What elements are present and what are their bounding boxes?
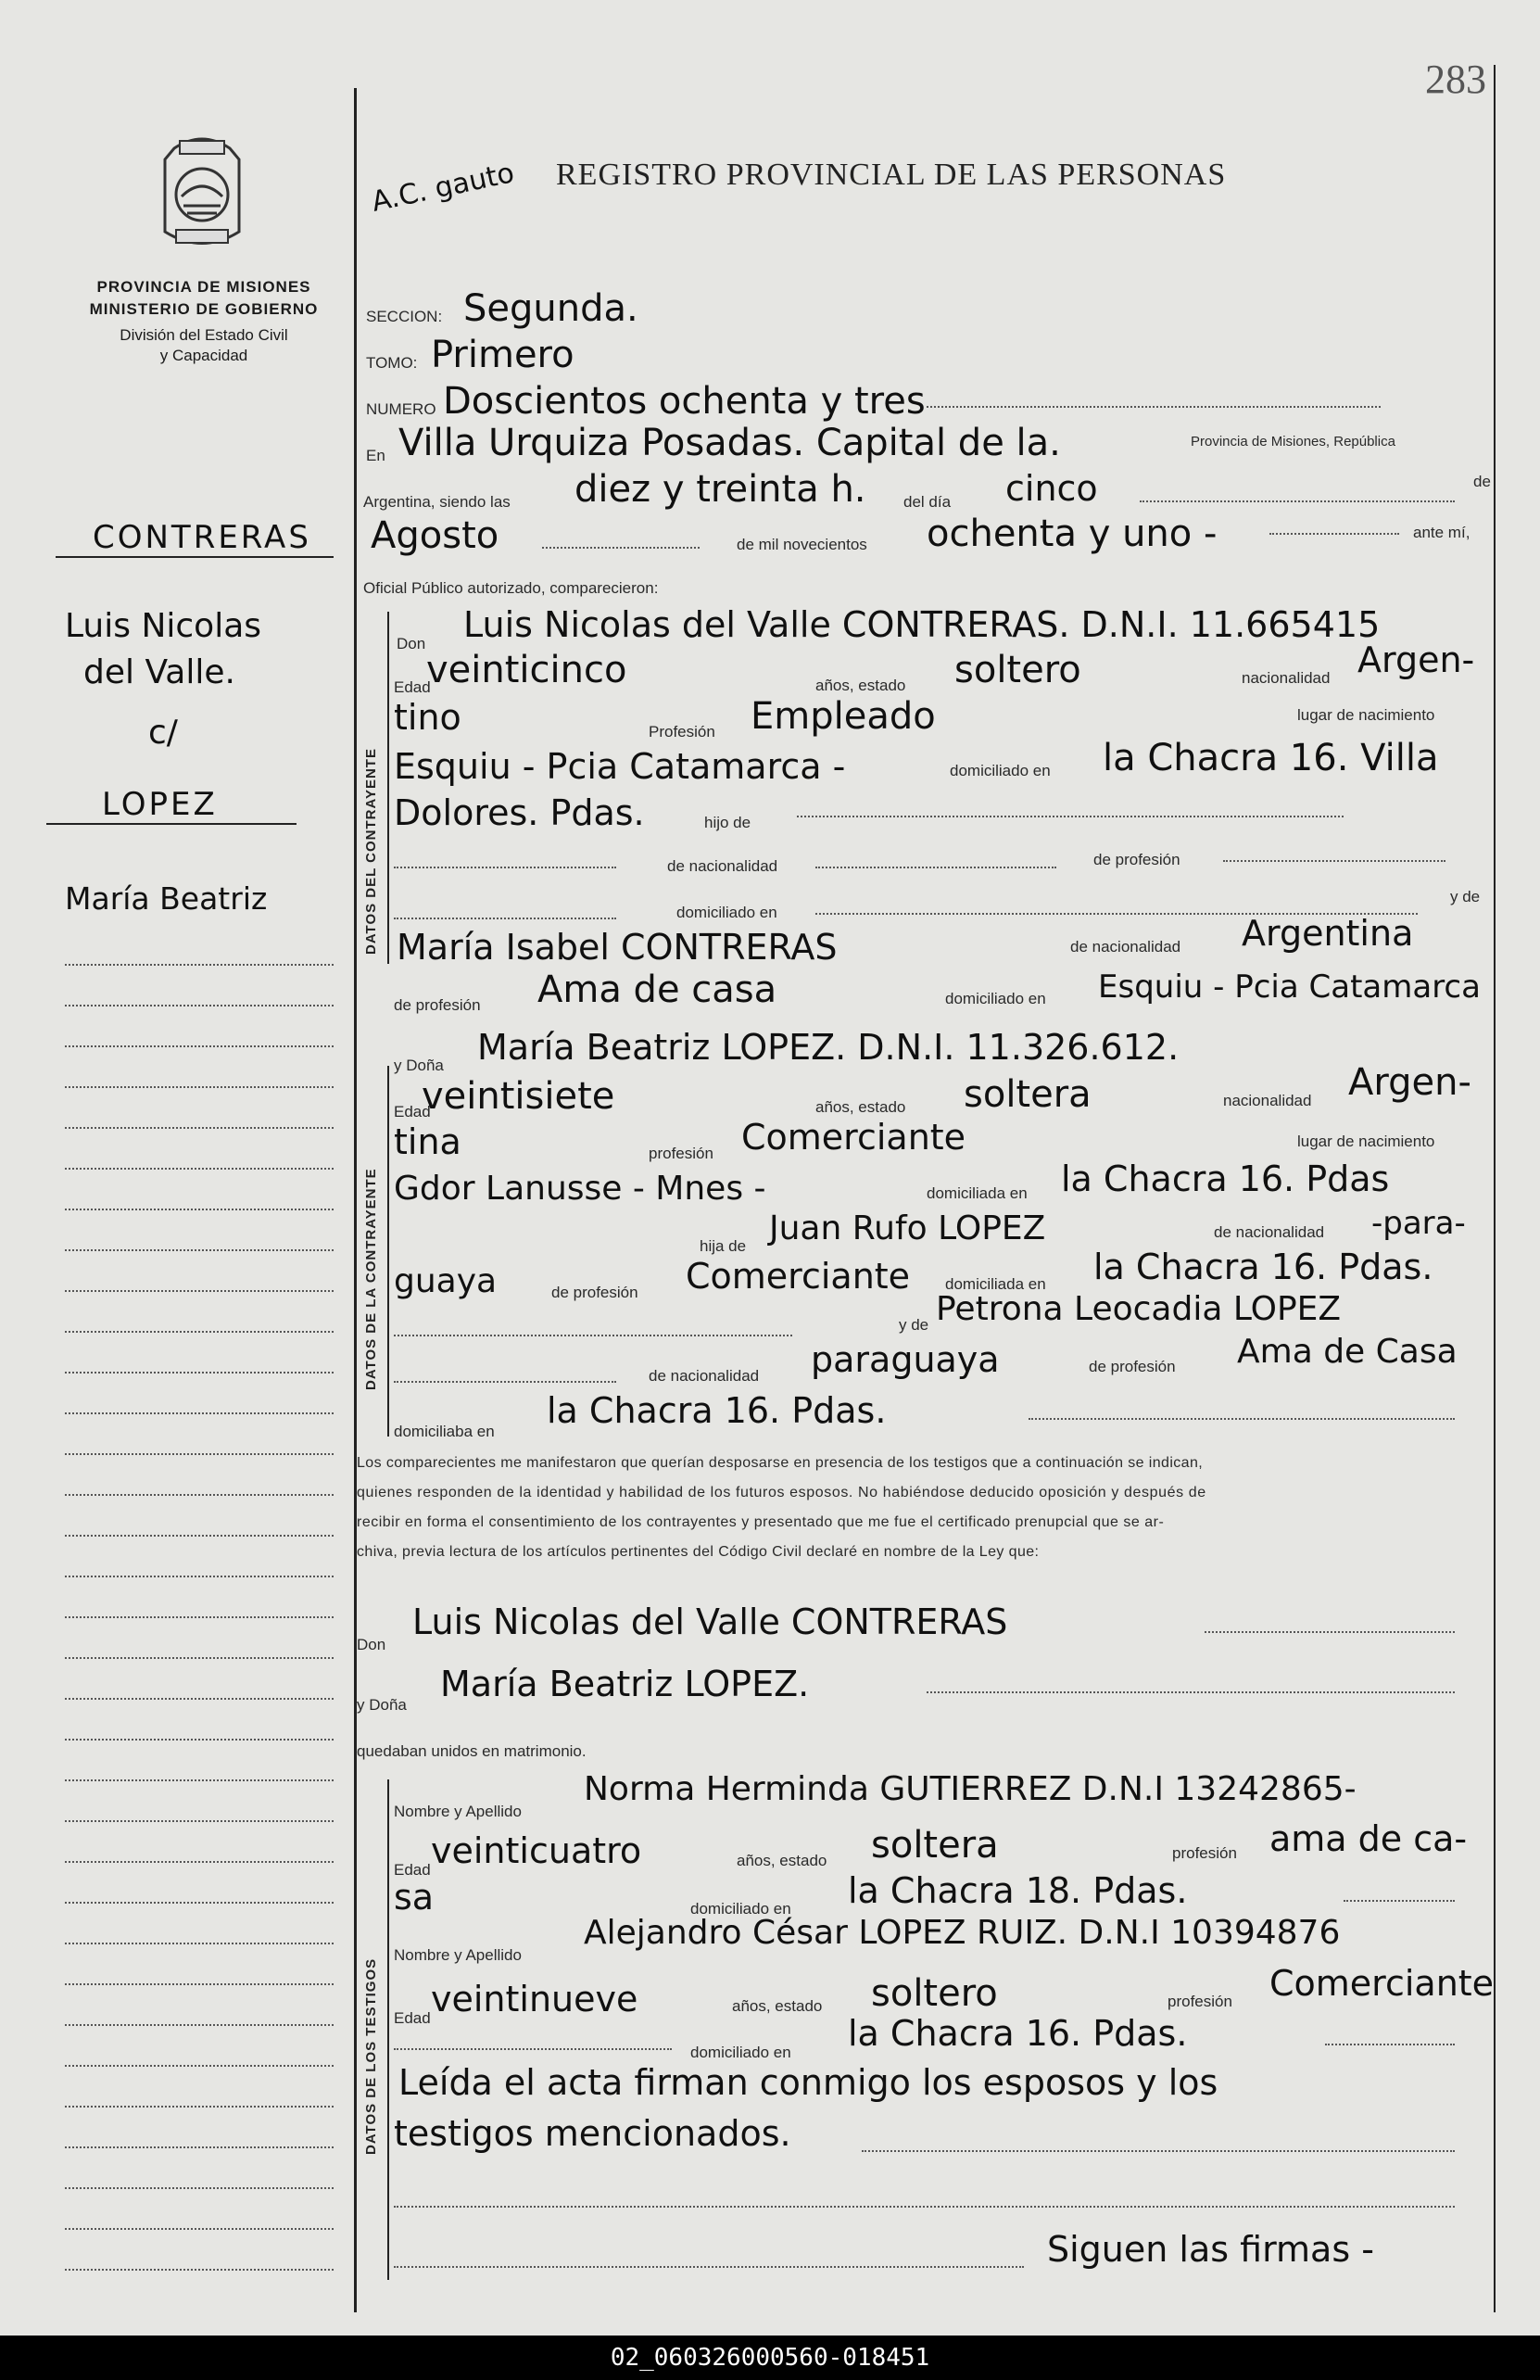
declaration-line-4: chiva, previa lectura de los artículos pertinentes del Código Civil declaré en nombre de la Ley que: xyxy=(357,1544,1040,1560)
margin-dotted-line xyxy=(65,1412,334,1414)
t1-label: Nombre y Apellido xyxy=(394,1803,522,1820)
margin-dotted-line xyxy=(65,1943,334,1944)
t1-anos-label: años, estado xyxy=(737,1852,827,1869)
bride-mother-profession: Ama de Casa xyxy=(1237,1333,1458,1371)
margin-dotted-line xyxy=(65,1209,334,1210)
father-dom-label: domiciliada en xyxy=(945,1275,1046,1293)
t1-dom-label: domiciliado en xyxy=(690,1900,791,1918)
margin-dotted-line xyxy=(65,1535,334,1537)
province-name: PROVINCIA DE MISIONES xyxy=(96,278,311,296)
margin-dotted-line xyxy=(65,1616,334,1618)
lugar-value: Villa Urquiza Posadas. Capital de la. xyxy=(398,422,1061,464)
edad-label: Edad xyxy=(394,678,431,696)
registry-title: REGISTRO PROVINCIAL DE LAS PERSONAS xyxy=(556,158,1227,192)
del-dia-label: del día xyxy=(903,493,952,511)
groom-mother: María Isabel CONTRERAS xyxy=(397,927,838,968)
hijo-line xyxy=(797,816,1344,817)
groom-birthplace: Esquiu - Pcia Catamarca - xyxy=(394,746,846,787)
witness1-status: soltera xyxy=(871,1824,999,1867)
bride-domic-label: domiciliada en xyxy=(927,1184,1028,1202)
witness1-age: veinticuatro xyxy=(431,1830,642,1871)
margin-dotted-line xyxy=(65,1698,334,1700)
father-nac-label: de nacionalidad xyxy=(1214,1223,1325,1241)
margin-dotted-line xyxy=(65,1494,334,1496)
madre-line-a xyxy=(394,1335,792,1336)
groom-nationality: Argen- xyxy=(1357,639,1475,680)
page-number: 283 xyxy=(1425,57,1486,102)
closing-line-dots-3 xyxy=(394,2266,1024,2268)
prof2-label: de profesión xyxy=(1093,851,1180,868)
margin-surname-groom: CONTRERAS xyxy=(93,519,311,556)
groom-address-cont: Dolores. Pdas. xyxy=(394,792,645,833)
siguen-firmas: Siguen las firmas - xyxy=(1047,2229,1374,2270)
t2-prof-label: profesión xyxy=(1168,1993,1232,2010)
margin-dotted-line xyxy=(65,2065,334,2067)
margin-dotted-line xyxy=(65,2187,334,2189)
margin-underline-2 xyxy=(46,823,297,825)
nac2-line-b xyxy=(815,867,1056,868)
document-id-bar: 02_060326000560-018451 xyxy=(0,2336,1540,2380)
t2-dom-line-a xyxy=(394,2048,672,2050)
bride-father-nationality: -para- xyxy=(1371,1205,1466,1242)
bride-mother: Petrona Leocadia LOPEZ xyxy=(936,1290,1342,1328)
mother-nac-label: de nacionalidad xyxy=(1070,938,1181,956)
bride-full-name: María Beatriz LOPEZ. D.N.I. 11.326.612. xyxy=(477,1027,1180,1068)
t2-edad-label: Edad xyxy=(394,2009,431,2027)
y-de-label: y de xyxy=(1450,888,1481,905)
groom-nationality-cont: tino xyxy=(394,697,461,738)
y-de-label-2: y de xyxy=(899,1316,929,1334)
bride-mother-nac-label: de nacionalidad xyxy=(649,1367,760,1385)
bride-anos-label: años, estado xyxy=(815,1098,906,1116)
bride-mother-prof-label: de profesión xyxy=(1089,1358,1176,1375)
t1-prof-label: profesión xyxy=(1172,1844,1237,1862)
bride-father-address: la Chacra 16. Pdas. xyxy=(1093,1247,1433,1287)
margin-dotted-line xyxy=(65,2024,334,2026)
nac2-label: de nacionalidad xyxy=(667,857,778,875)
margin-dotted-line xyxy=(65,964,334,966)
provincia-text: Provincia de Misiones, República xyxy=(1191,434,1395,449)
bride-nac-label: nacionalidad xyxy=(1223,1092,1312,1109)
margin-divider xyxy=(354,88,357,2312)
don-label: Don xyxy=(397,635,426,652)
margin-dotted-line xyxy=(65,1657,334,1659)
madre-nac-line xyxy=(394,1381,616,1383)
margin-dotted-line xyxy=(65,2106,334,2108)
division-line-2: y Capacidad xyxy=(159,347,248,364)
decl-don-label: Don xyxy=(357,1636,386,1653)
de-label: de xyxy=(1473,473,1491,490)
t2-dom-label: domiciliado en xyxy=(690,2044,791,2061)
dia-line xyxy=(1140,500,1455,502)
dia-value: cinco xyxy=(1005,468,1098,509)
nacionalidad-label: nacionalidad xyxy=(1242,669,1331,687)
margin-separator: c/ xyxy=(148,714,178,752)
right-border xyxy=(1494,65,1496,2312)
witness1-name: Norma Herminda GUTIERREZ D.N.I 13242865- xyxy=(584,1770,1357,1808)
division-line-1: División del Estado Civil xyxy=(120,326,288,344)
bride-edad-label: Edad xyxy=(394,1103,431,1120)
witness2-address: la Chacra 16. Pdas. xyxy=(848,2013,1188,2054)
en-label: En xyxy=(366,447,385,464)
margin-dotted-line xyxy=(65,1820,334,1822)
anos-label: años, estado xyxy=(815,677,906,694)
hijo-de-label: hijo de xyxy=(704,814,751,831)
lugar-nacimiento-label: lugar de nacimiento xyxy=(1297,706,1435,724)
decl-groom-name: Luis Nicolas del Valle CONTRERAS xyxy=(412,1601,1008,1642)
numero-value: Doscientos ochenta y tres xyxy=(443,380,926,423)
testigos-box-left xyxy=(387,1779,389,2280)
margin-dotted-line xyxy=(65,1739,334,1741)
t1-dom-line xyxy=(1344,1900,1455,1902)
declaration-line-3: recibir en forma el consentimiento de los contrayentes y presentado que me fue el certificado prenupcial que se ar- xyxy=(357,1514,1165,1530)
mother-prof-label: de profesión xyxy=(394,996,481,1014)
contrayenta-box-left xyxy=(387,1066,389,1437)
mother-dom-label: domiciliado en xyxy=(945,990,1046,1007)
bride-father-profession: Comerciante xyxy=(686,1256,911,1297)
ministry-name: MINISTERIO DE GOBIERNO xyxy=(89,300,319,318)
witness1-profession-cont: sa xyxy=(394,1877,435,1918)
margin-dotted-line xyxy=(65,1290,334,1292)
contrayente-side-label: DATOS DEL CONTRAYENTE xyxy=(363,748,379,955)
witness2-name: Alejandro César LOPEZ RUIZ. D.N.I 10394876 xyxy=(584,1914,1341,1952)
hija-label: hija de xyxy=(700,1237,747,1255)
bride-profesion-label: profesión xyxy=(649,1145,713,1162)
margin-bride-name: María Beatriz xyxy=(65,880,268,917)
groom-mother-address: Esquiu - Pcia Catamarca xyxy=(1098,968,1481,1006)
oficial-line: Oficial Público autorizado, comparecieron: xyxy=(363,579,659,597)
groom-age: veinticinco xyxy=(426,649,627,691)
groom-full-name: Luis Nicolas del Valle CONTRERAS. D.N.I. 11.665415 xyxy=(463,604,1381,645)
ante-label: ante mí, xyxy=(1413,524,1471,541)
tomo-value: Primero xyxy=(431,334,574,376)
dona-label: y Doña xyxy=(394,1057,444,1074)
nac2-line-a xyxy=(394,867,616,868)
margin-dotted-line xyxy=(65,1249,334,1251)
witness1-profession: ama de ca- xyxy=(1269,1818,1468,1859)
closing-line-dots-1 xyxy=(862,2150,1455,2152)
witness2-status: soltero xyxy=(871,1972,998,2015)
hora-value: diez y treinta h. xyxy=(574,468,866,511)
father-prof-label: de profesión xyxy=(551,1284,638,1301)
numero-label: NUMERO xyxy=(366,400,436,418)
bride-nationality: Argen- xyxy=(1348,1061,1471,1104)
anio-line xyxy=(1269,533,1399,535)
witness2-profession: Comerciante xyxy=(1269,1963,1495,2004)
margin-dotted-line xyxy=(65,1902,334,1904)
seccion-label: SECCION: xyxy=(366,308,443,325)
groom-profession: Empleado xyxy=(751,695,936,738)
profesion-label: Profesión xyxy=(649,723,715,741)
t2-label: Nombre y Apellido xyxy=(394,1946,522,1964)
bride-birthplace: Gdor Lanusse - Mnes - xyxy=(394,1170,766,1208)
groom-mother-nationality: Argentina xyxy=(1242,913,1414,954)
contrayente-box-left xyxy=(387,612,389,964)
decl-dona-label: y Doña xyxy=(357,1696,407,1714)
t2-anos-label: años, estado xyxy=(732,1997,823,2015)
anio-value: ochenta y uno - xyxy=(927,513,1218,555)
margin-dotted-line xyxy=(65,2228,334,2230)
numero-line xyxy=(927,406,1381,408)
closing-line-dots-2 xyxy=(394,2206,1455,2208)
declaration-line-1: Los comparecientes me manifestaron que querían desposarse en presencia de los testigos que a continuación se indican, xyxy=(357,1455,1204,1471)
decl-bride-name: María Beatriz LOPEZ. xyxy=(440,1664,810,1704)
margin-dotted-line xyxy=(65,1861,334,1863)
mes-line xyxy=(542,547,700,549)
margin-dotted-line xyxy=(65,1045,334,1047)
bride-address: la Chacra 16. Pdas xyxy=(1061,1158,1390,1199)
margin-underline-1 xyxy=(56,556,334,558)
mil-label: de mil novecientos xyxy=(737,536,867,553)
closing-line-2: testigos mencionados. xyxy=(394,2113,791,2154)
margin-groom-name: Luis Nicolas xyxy=(65,607,262,645)
clerk-annotation: A.C. gauto xyxy=(369,157,518,219)
tomo-label: TOMO: xyxy=(366,354,418,372)
margin-dotted-line xyxy=(65,1372,334,1374)
witness1-address: la Chacra 18. Pdas. xyxy=(848,1870,1188,1911)
declaration-line-2: quienes responden de la identidad y habilidad de los futuros esposos. No habiéndose deducido oposición y después de xyxy=(357,1485,1206,1500)
argentina-label: Argentina, siendo las xyxy=(363,493,511,511)
margin-dotted-line xyxy=(65,1983,334,1985)
prof2-line xyxy=(1223,860,1445,862)
margin-dotted-line xyxy=(65,1779,334,1781)
mes-value: Agosto xyxy=(371,514,499,557)
t1-edad-label: Edad xyxy=(394,1861,431,1879)
closing-line-1: Leída el acta firman conmigo los esposos y los xyxy=(398,2062,1218,2103)
contrayenta-side-label: DATOS DE LA CONTRAYENTE xyxy=(363,1168,379,1390)
decl-dona-line xyxy=(927,1691,1455,1693)
bride-profession: Comerciante xyxy=(741,1117,966,1158)
bride-father: Juan Rufo LOPEZ xyxy=(769,1209,1046,1247)
margin-dotted-line xyxy=(65,2269,334,2271)
seccion-value: Segunda. xyxy=(463,287,638,330)
bride-nationality-cont: tina xyxy=(394,1121,461,1162)
bride-father-nationality-cont: guaya xyxy=(394,1262,498,1300)
bride-mother-nationality: paraguaya xyxy=(811,1339,1000,1380)
margin-dotted-line xyxy=(65,1331,334,1333)
dom2-line-a xyxy=(394,918,616,919)
margin-dotted-line xyxy=(65,2146,334,2148)
margin-groom-name-2: del Valle. xyxy=(83,653,235,691)
bride-mother-address: la Chacra 16. Pdas. xyxy=(547,1390,887,1431)
quedaban-text: quedaban unidos en matrimonio. xyxy=(357,1742,587,1760)
margin-dotted-line xyxy=(65,1086,334,1088)
witness2-age: veintinueve xyxy=(431,1979,638,2019)
bride-status: soltera xyxy=(964,1073,1092,1116)
margin-dotted-line xyxy=(65,1576,334,1577)
domicilio-label: domiciliado en xyxy=(950,762,1051,779)
bride-lugar-label: lugar de nacimiento xyxy=(1297,1133,1435,1150)
margin-dotted-line xyxy=(65,1453,334,1455)
t2-dom-line-b xyxy=(1325,2044,1455,2045)
groom-address: la Chacra 16. Villa xyxy=(1103,737,1439,779)
provincial-crest-icon xyxy=(146,130,258,255)
groom-status: soltero xyxy=(954,649,1081,691)
margin-dotted-line xyxy=(65,1127,334,1129)
bride-age: veintisiete xyxy=(422,1075,615,1118)
margin-surname-bride: LOPEZ xyxy=(102,786,218,823)
decl-don-line xyxy=(1205,1631,1455,1633)
margin-dotted-line xyxy=(65,1168,334,1170)
madre-dom-line xyxy=(1029,1418,1455,1420)
margin-dotted-line xyxy=(65,1005,334,1006)
dom2-label: domiciliado en xyxy=(676,904,777,921)
bride-mother-dom-label: domiciliaba en xyxy=(394,1423,495,1440)
groom-mother-profession: Ama de casa xyxy=(537,968,777,1011)
testigos-side-label: DATOS DE LOS TESTIGOS xyxy=(363,1957,379,2155)
